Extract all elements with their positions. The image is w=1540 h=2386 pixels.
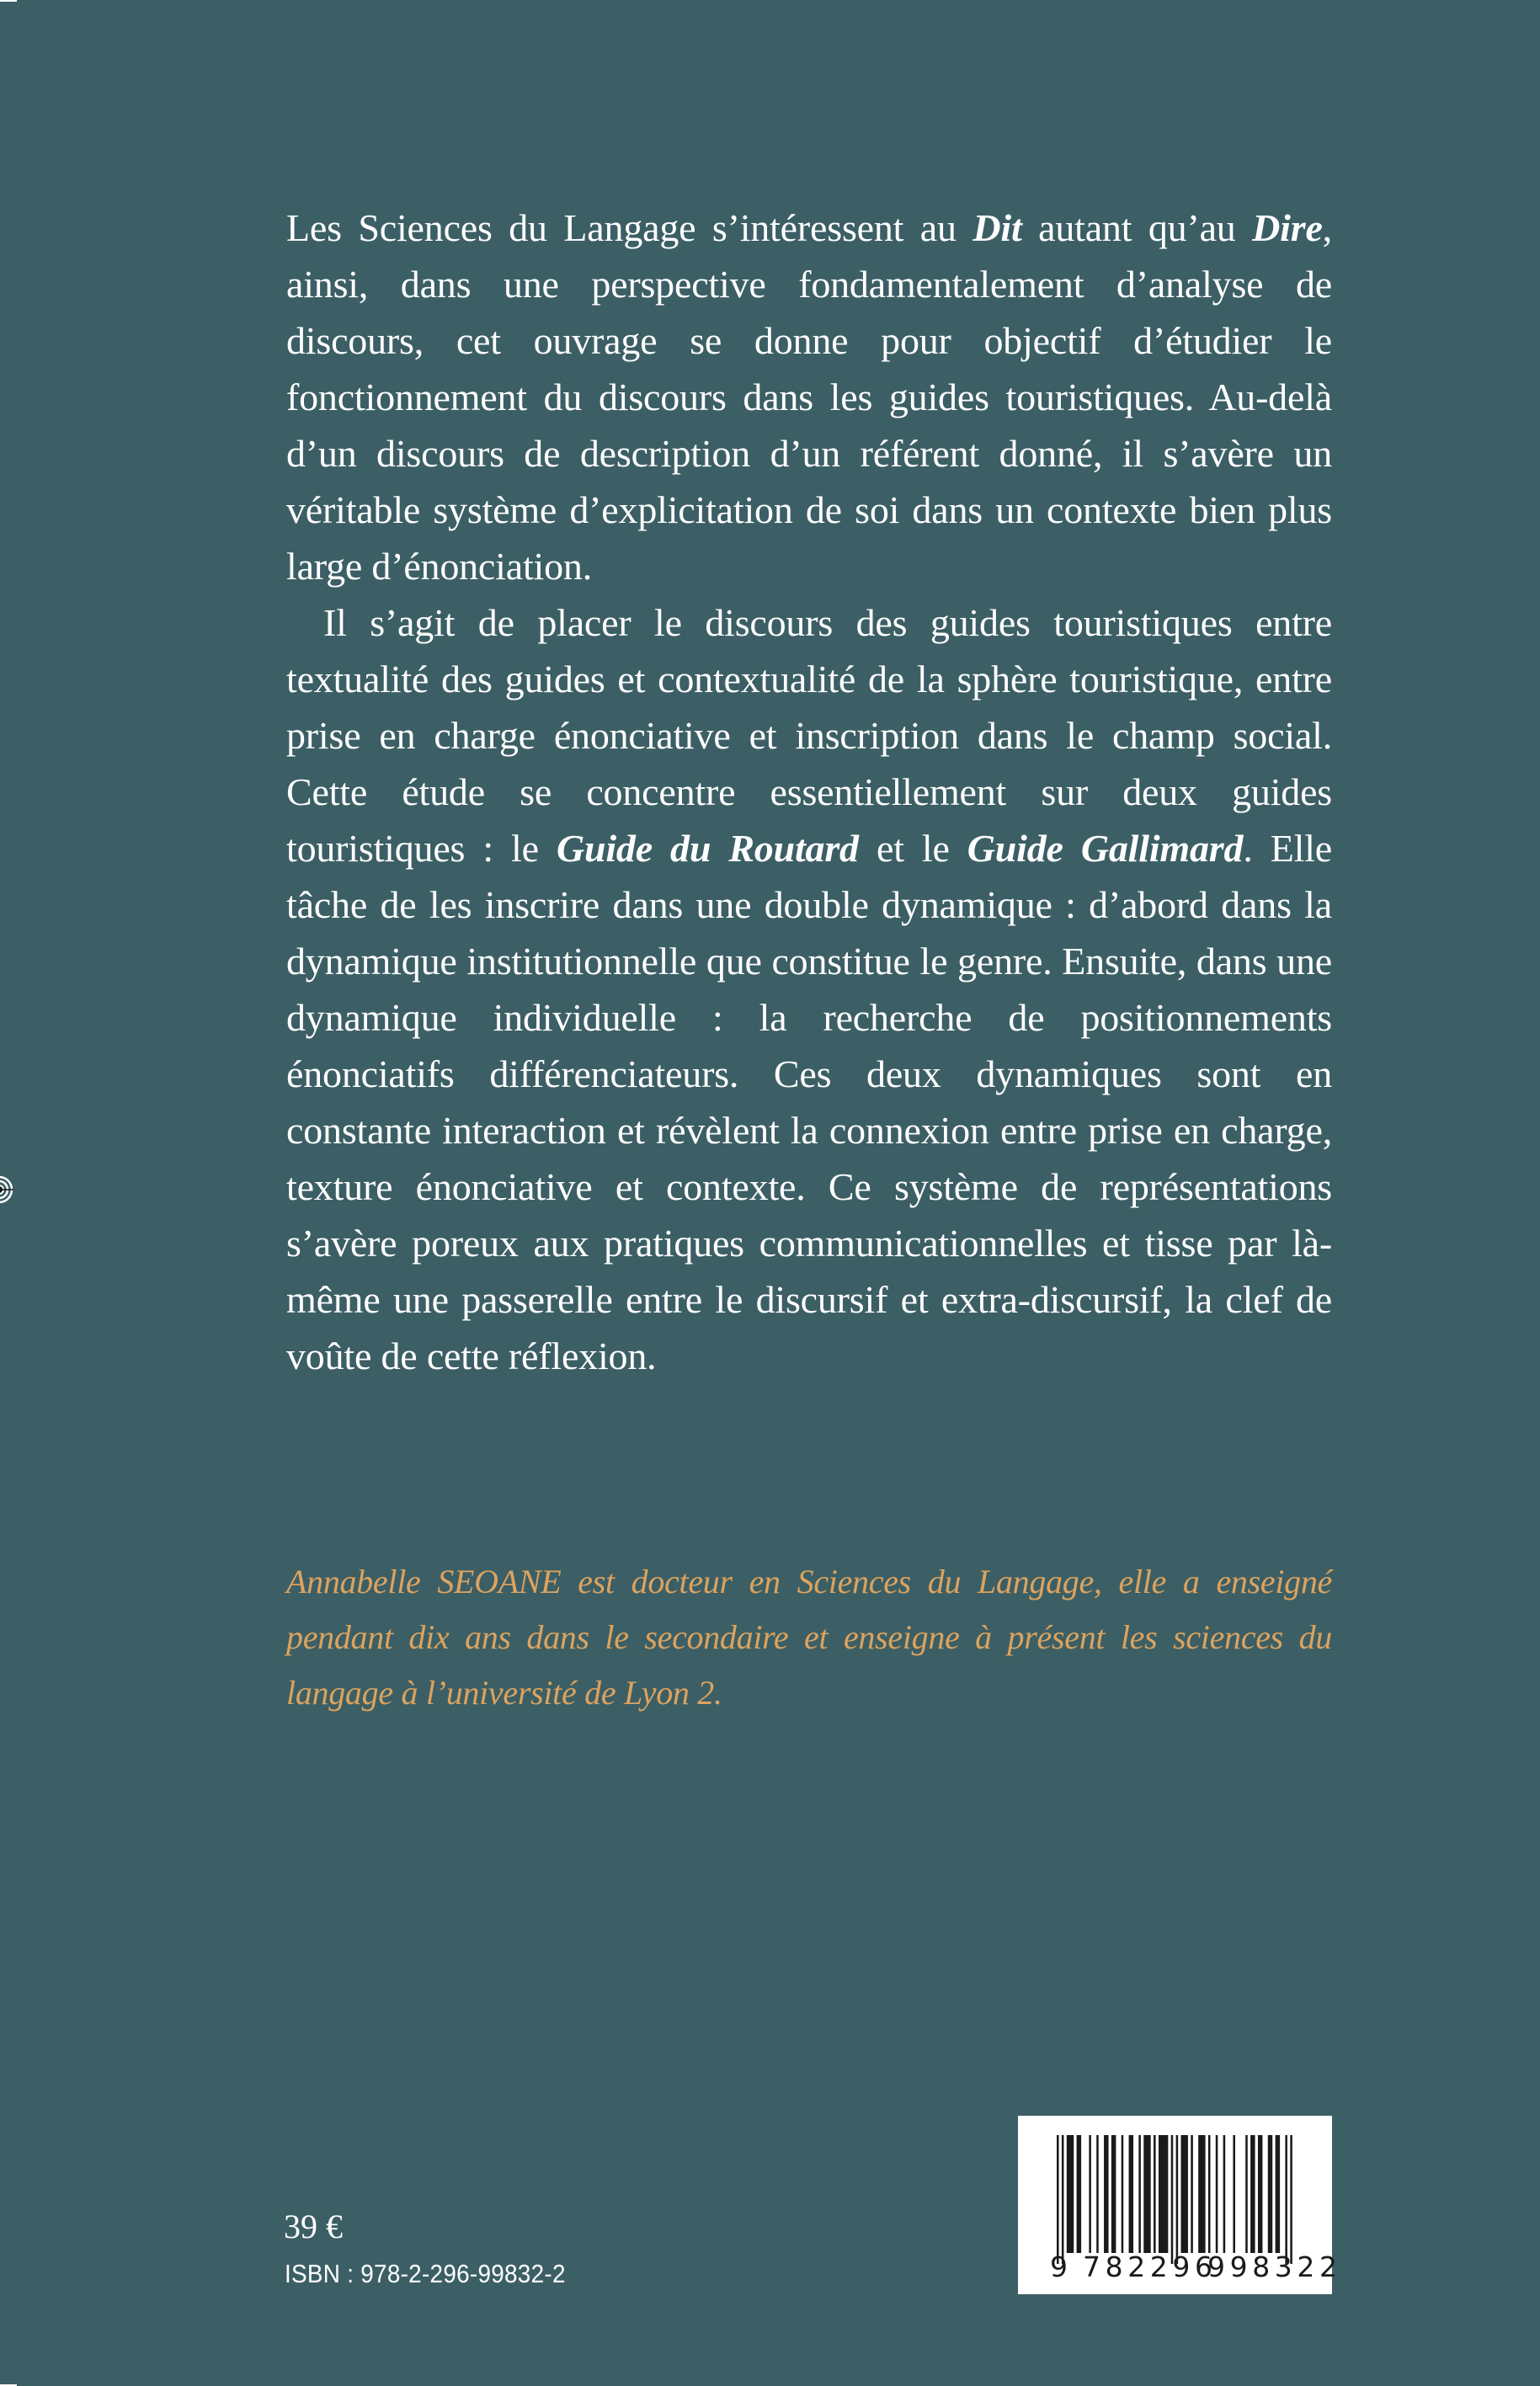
author-bio-text: Annabelle SEOANE est docteur en Sciences du Langage, elle a enseigné pendant dix ans dans le secondaire et enseigne à présent les sciences du langage à l’université de Lyon 2. bbox=[286, 1563, 1332, 1712]
isbn-label: ISBN : 978-2-296-99832-2 bbox=[285, 2259, 566, 2288]
blurb-paragraph-1: Les Sciences du Langage s’intéressent au Dit autant qu’au Dire, ainsi, dans une perspective fondamentalement d’analyse de discours, cet ouvrage se donne pour objectif d’étudier le fonctionnement du discours dans les guides touristiques. Au-delà d’un discours de description d’un référent donné, il s’avère un véritable système d’explicitation de soi dans un contexte bien plus large d’énonciation. bbox=[286, 206, 1332, 588]
barcode-right-digits: 998322 bbox=[1207, 2250, 1342, 2283]
isbn-barcode bbox=[1018, 2116, 1342, 2294]
emphasis-dire: Dire bbox=[1252, 206, 1323, 249]
emphasis-guide-du-routard: Guide du Routard bbox=[556, 827, 859, 870]
price-label: 39 € bbox=[284, 2208, 343, 2245]
barcode-first-digit: 9 bbox=[1050, 2250, 1068, 2283]
blurb-paragraph-2: Il s’agit de placer le discours des guides touristiques entre textualité des guides et contextualité de la sphère touristique, entre prise en charge énonciative et inscription dans le champ social. Cette étude se concentre essentiellement sur deux guides touristiques : le Guide du Routard et le Guide Gallimard. Elle tâche de les inscrire dans une double dynamique : d’abord dans la dynamique institutionnelle que constitue le genre. Ensuite, dans une dynamique individuelle : la recherche de positionnements énonciatifs différenciateurs. Ces deux dynamiques sont en constante interaction et révèlent la connexion entre prise en charge, texture énonciative et contexte. Ce système de représentations s’avère poreux aux pratiques communicationnelles et tisse par là-même une passerelle entre le discursif et extra-discursif, la clef de voûte de cette réflexion. bbox=[286, 601, 1332, 1377]
barcode-left-digits: 782296 bbox=[1083, 2250, 1218, 2283]
registration-crosshair-icon bbox=[0, 1175, 13, 1204]
emphasis-dit: Dit bbox=[972, 206, 1022, 249]
emphasis-guide-gallimard: Guide Gallimard bbox=[967, 827, 1244, 870]
author-bio bbox=[286, 1554, 1332, 1721]
crop-mark-top-left bbox=[0, 0, 17, 2]
back-cover-blurb bbox=[286, 200, 1332, 1384]
